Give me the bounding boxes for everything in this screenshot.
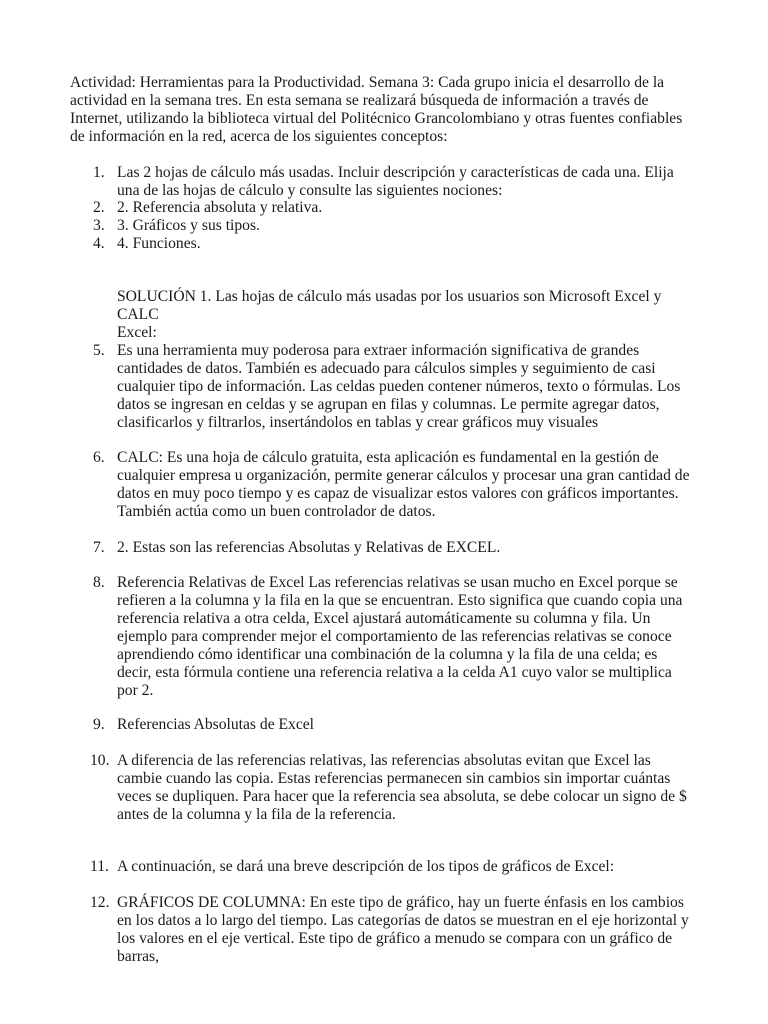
list-text: A continuación, se dará una breve descripción de los tipos de gráficos de Excel:: [117, 858, 615, 875]
list-number: 3.: [93, 217, 105, 234]
list-number: 1.: [93, 164, 105, 181]
list-text: 2. Estas son las referencias Absolutas y Relativas de EXCEL.: [117, 539, 501, 556]
list-text: GRÁFICOS DE COLUMNA: En este tipo de gráfico, hay un fuerte énfasis en los cambios en los datos a lo largo del tiempo. Las categorías de datos se muestran en el eje horizontal y los valores en el eje vertical. Este tipo de gráfico a menudo se compara con un gráfico de barras,: [117, 894, 689, 965]
list-number: 8.: [93, 574, 105, 591]
list-text: CALC: Es una hoja de cálculo gratuita, esta aplicación es fundamental en la gestión de cualquier empresa u organización, permite generar cálculos y procesar una gran cantidad de datos en muy poco tiempo y es capaz de visualizar estos valores con gráficos importantes. También actúa como un buen controlador de datos.: [117, 449, 690, 520]
list-text: 4. Funciones.: [117, 235, 201, 252]
list-number: 10.: [90, 752, 110, 769]
list-number: 11.: [90, 858, 109, 875]
list-text: 3. Gráficos y sus tipos.: [117, 217, 260, 234]
solution-heading: SOLUCIÓN 1. Las hojas de cálculo más usadas por los usuarios son Microsoft Excel y CALC: [117, 288, 662, 323]
list-number: 2.: [93, 199, 105, 216]
list-text: 2. Referencia absoluta y relativa.: [117, 199, 323, 216]
list-number: 6.: [93, 449, 105, 466]
list-text: A diferencia de las referencias relativas, las referencias absolutas evitan que Excel las cambie cuando las copia. Estas referencias permanecen sin cambios sin importar cuántas veces se dupliquen. Para hacer que la referencia sea absoluta, se debe colocar un signo de $ antes de la columna y la fila de la referencia.: [117, 752, 687, 823]
excel-label: Excel:: [117, 324, 157, 341]
list-text: Referencias Absolutas de Excel: [117, 716, 315, 733]
list-text: Referencia Relativas de Excel Las referencias relativas se usan mucho en Excel porque se refieren a la columna y la fila en la que se encuentran. Esto significa que cuando copia una referencia relativa a otra celda, Excel ajustará automáticamente su columna y fila. Un ejemplo para comprender mejor el comportamiento de las referencias relativas se conoce aprendiendo cómo identificar una combinación de la columna y la fila de una celda; es decir, esta fórmula contiene una referencia relativa a la celda A1 cuyo valor se multiplica por 2.: [117, 574, 683, 699]
intro-paragraph: Actividad: Herramientas para la Productividad. Semana 3: Cada grupo inicia el desarrollo de la actividad en la semana tres. En esta semana se realizará búsqueda de información a través de Internet, utilizando la biblioteca virtual del Politécnico Grancolombiano y otras fuentes confiables de información en la red, acerca de los siguientes conceptos:: [70, 74, 683, 145]
list-number: 7.: [93, 539, 105, 556]
list-number: 5.: [93, 342, 105, 359]
list-number: 9.: [93, 716, 105, 733]
list-number: 4.: [93, 235, 105, 252]
list-number: 12.: [90, 894, 110, 911]
list-text: Es una herramienta muy poderosa para extraer información significativa de grandes cantidades de datos. También es adecuado para cálculos simples y seguimiento de casi cualquier tipo de información. Las celdas pueden contener números, texto o fórmulas. Los datos se ingresan en celdas y se agrupan en filas y columnas. Le permite agregar datos, clasificarlos y filtrarlos, insertándolos en tablas y crear gráficos muy visuales: [117, 342, 681, 431]
list-text: Las 2 hojas de cálculo más usadas. Incluir descripción y características de cada una. Elija una de las hojas de cálculo y consulte las siguientes nociones:: [117, 164, 674, 199]
